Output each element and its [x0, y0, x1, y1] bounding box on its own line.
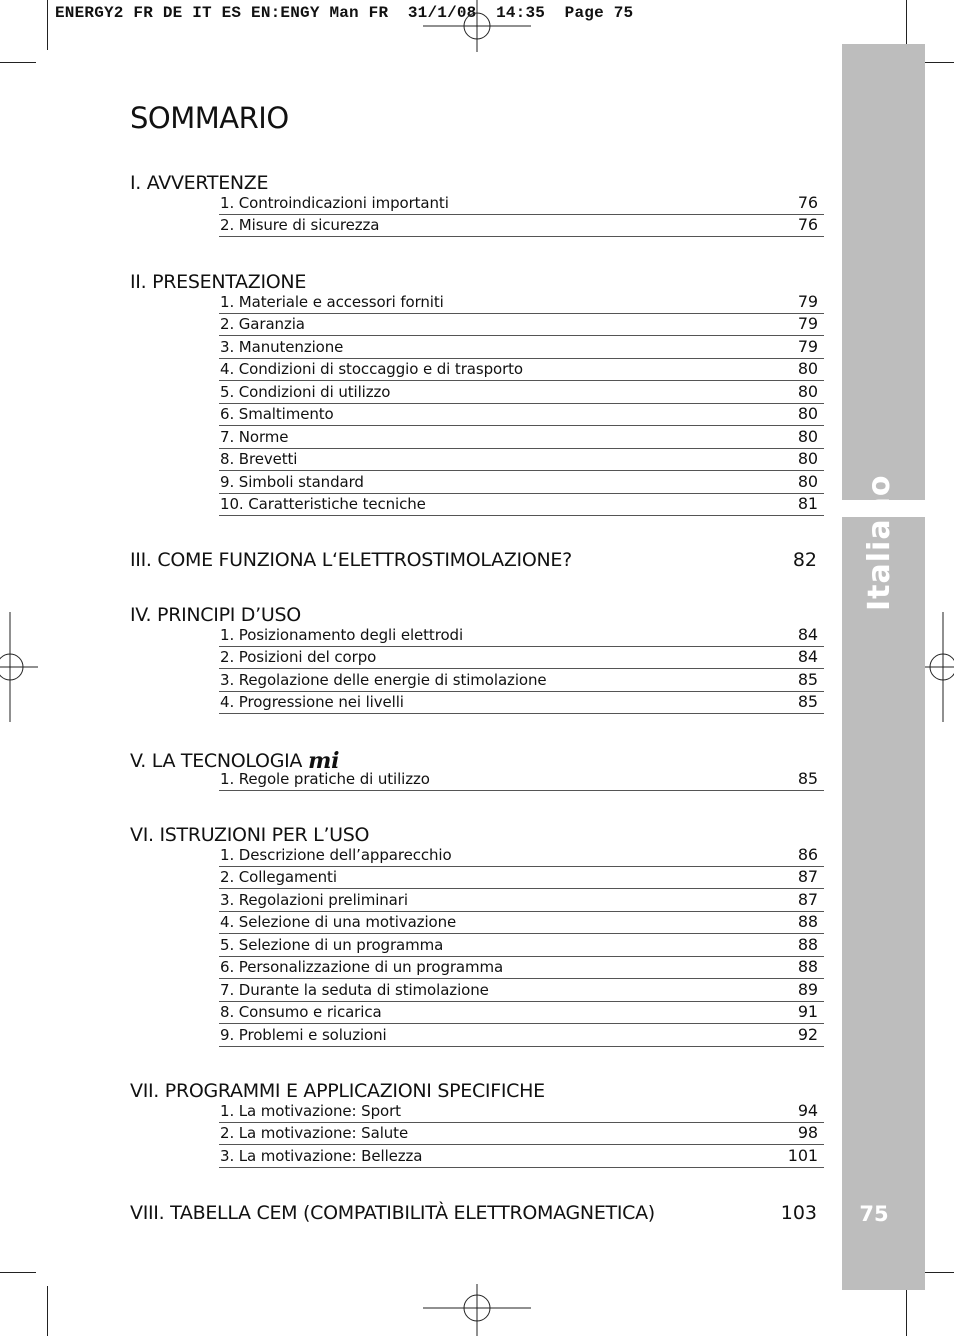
toc-entry	[219, 979, 824, 1002]
toc-entry	[219, 844, 824, 867]
toc-entry-page: 86	[797, 845, 818, 864]
toc-entry-label: 1. Controindicazioni importanti	[220, 194, 449, 212]
toc-entry	[219, 624, 824, 647]
toc-entry-page: 84	[797, 647, 818, 667]
toc-entry-page: 80	[797, 404, 818, 424]
toc-entry-page: 94	[797, 1101, 818, 1120]
toc-entry	[219, 768, 824, 791]
toc-entry-page: 98	[797, 1123, 818, 1143]
toc-entry-page: 87	[797, 889, 818, 909]
print-header	[55, 4, 633, 22]
toc-entry	[219, 866, 824, 889]
section-title	[130, 271, 306, 293]
print-header-left: ENERGY2 FR DE IT ES EN:ENGY Man FR 31/	[55, 4, 438, 22]
toc-entry-page: 79	[797, 336, 818, 356]
toc-entry-label: 2. La motivazione: Salute	[220, 1124, 409, 1143]
toc-entry-label: 1. Descrizione dell’apparecchio	[220, 846, 452, 864]
toc-entry-page: 76	[797, 193, 818, 212]
toc-entry-label: 1. Materiale e accessori forniti	[220, 293, 444, 311]
toc-entry-label: 5. Condizioni di utilizzo	[220, 382, 391, 401]
toc-entry	[219, 214, 824, 237]
toc-entry-page: 84	[797, 625, 818, 644]
toc-entry-label: 3. Regolazioni preliminari	[220, 890, 408, 909]
toc-entry-page: 85	[797, 692, 818, 712]
section-title-text: V. LA TECNOLOGIA	[130, 750, 303, 772]
toc-entry-page: 79	[797, 314, 818, 334]
toc-entry	[219, 192, 824, 215]
toc-entry	[219, 336, 824, 359]
toc-entry-page: 80	[797, 359, 818, 379]
toc-entry-label: 3. La motivazione: Bellezza	[220, 1146, 423, 1165]
toc-entry-page: 80	[797, 449, 818, 469]
toc-entry	[219, 1001, 824, 1024]
toc-entry	[219, 934, 824, 957]
toc-entry-label: 6. Smaltimento	[220, 405, 334, 424]
page-title: SOMMARIO	[130, 101, 289, 135]
section-title-text: VI. ISTRUZIONI PER L’USO	[130, 824, 370, 846]
section-title	[130, 172, 268, 194]
toc-entry-page: 80	[797, 426, 818, 446]
page-number: 75	[859, 1202, 889, 1226]
language-sidebar	[842, 44, 925, 1290]
toc-entry-label: 10. Caratteristiche tecniche	[220, 495, 426, 514]
toc-entry	[219, 426, 824, 449]
toc-entry-label: 4. Condizioni di stoccaggio e di trasporto	[220, 360, 523, 379]
toc-entry-label: 2. Misure di sicurezza	[220, 216, 380, 235]
toc-entry-label: 2. Collegamenti	[220, 868, 337, 887]
toc-entry-page: 85	[797, 769, 818, 788]
toc-entry-label: 6. Personalizzazione di un programma	[220, 958, 504, 977]
toc-entry	[219, 1100, 824, 1123]
toc-entry-label: 4. Progressione nei livelli	[220, 693, 404, 712]
section-title-text: VII. PROGRAMMI E APPLICAZIONI SPECIFICHE	[130, 1080, 545, 1102]
toc-entry-page: 80	[797, 471, 818, 491]
toc-entry-page: 101	[787, 1145, 818, 1165]
section-title-text: VIII. TABELLA CEM (COMPATIBILITÀ ELETTROMAGNETICA)	[130, 1202, 655, 1224]
toc-entry-label: 2. Posizioni del corpo	[220, 648, 377, 667]
toc-entry-page: 89	[797, 979, 818, 999]
toc-entry-page: 76	[797, 215, 818, 235]
toc-entry-label: 1. Posizionamento degli elettrodi	[220, 626, 464, 644]
crop-mark	[906, 1286, 907, 1336]
toc-entry	[219, 291, 824, 314]
toc-entry-label: 7. Norme	[220, 427, 289, 446]
crop-mark	[47, 1286, 48, 1336]
toc-entry-label: 9. Simboli standard	[220, 472, 364, 491]
section-title-text: III. COME FUNZIONA L‘ELETTROSTIMOLAZIONE?	[130, 549, 572, 571]
toc-entry-page: 88	[797, 912, 818, 932]
toc-entry	[219, 403, 824, 426]
crop-mark	[0, 1272, 36, 1273]
toc-entry	[219, 1122, 824, 1145]
crop-mark	[0, 62, 36, 63]
toc-entry-label: 4. Selezione di una motivazione	[220, 913, 457, 932]
section-title	[130, 1080, 545, 1102]
toc-entry-page: 91	[797, 1002, 818, 1022]
language-label: Italiano	[862, 474, 897, 611]
toc-entry-label: 1. La motivazione: Sport	[220, 1102, 401, 1120]
toc-entry	[219, 1024, 824, 1047]
toc-entry-label: 2. Garanzia	[220, 315, 305, 334]
section-title	[130, 1202, 655, 1224]
toc-entry-label: 3. Manutenzione	[220, 337, 344, 356]
toc-entry	[219, 493, 824, 516]
mi-technology-logo: mi	[308, 748, 340, 774]
toc-entry	[219, 313, 824, 336]
section-title-text: IV. PRINCIPI D’USO	[130, 604, 301, 626]
toc-entry-page: 88	[797, 934, 818, 954]
toc-entry	[219, 691, 824, 714]
section-title	[130, 549, 572, 571]
toc-entry	[219, 471, 824, 494]
toc-entry	[219, 358, 824, 381]
toc-entry-label: 8. Consumo e ricarica	[220, 1003, 382, 1022]
toc-entry	[219, 911, 824, 934]
section-page-number: 82	[792, 549, 817, 571]
section-title	[130, 824, 369, 846]
toc-entry-label: 8. Brevetti	[220, 450, 298, 469]
toc-entry-page: 80	[797, 381, 818, 401]
section-title-text: I. AVVERTENZE	[130, 172, 269, 194]
toc-entry-label: 9. Problemi e soluzioni	[220, 1025, 387, 1044]
registration-mark-left	[0, 612, 38, 722]
toc-entry	[219, 381, 824, 404]
toc-entry	[219, 669, 824, 692]
toc-entry	[219, 448, 824, 471]
toc-entry-page: 85	[797, 669, 818, 689]
section-title	[130, 604, 301, 626]
toc-entry-page: 88	[797, 957, 818, 977]
toc-entry-page: 81	[797, 494, 818, 514]
toc-entry	[219, 889, 824, 912]
toc-entry	[219, 1145, 824, 1168]
registration-mark-top	[423, 0, 533, 52]
toc-entry-page: 79	[797, 292, 818, 311]
toc-entry-label: 1. Regole pratiche di utilizzo	[220, 770, 430, 788]
section-page-number: 103	[780, 1202, 817, 1224]
toc-entry-page: 92	[797, 1024, 818, 1044]
toc-entry-label: 7. Durante la seduta di stimolazione	[220, 980, 489, 999]
toc-entry-page: 87	[797, 867, 818, 887]
toc-entry-label: 5. Selezione di un programma	[220, 935, 444, 954]
crop-mark	[47, 0, 48, 50]
crop-mark	[906, 0, 907, 50]
print-header-right: 1/08 14:35 Page 75	[437, 4, 634, 22]
registration-mark-bottom	[423, 1284, 533, 1336]
toc-entry	[219, 956, 824, 979]
toc-entry-label: 3. Regolazione delle energie di stimolazione	[220, 670, 547, 689]
section-title-text: II. PRESENTAZIONE	[130, 271, 307, 293]
toc-entry	[219, 646, 824, 669]
